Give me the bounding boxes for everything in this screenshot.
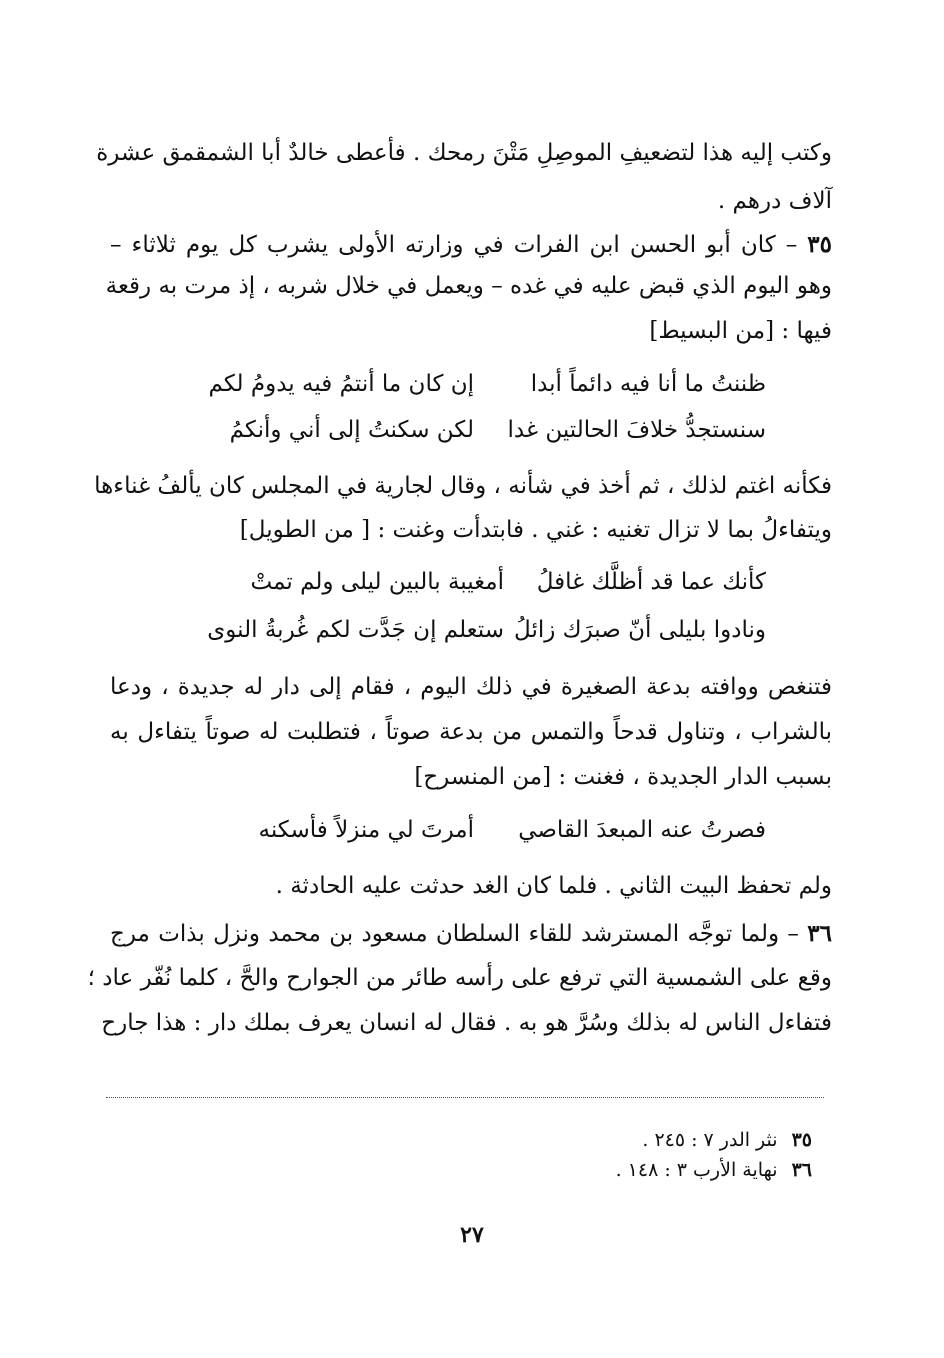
text-line: فتفاءل الناس له بذلك وسُرَّ هو به . فقال له انسان يعرف بملك دار : هذا جارح — [101, 1010, 832, 1036]
footnote-text: نهاية الأرب ٣ : ١٤٨ . — [615, 1159, 778, 1181]
text-line: وقع على الشمسية التي ترفع على رأسه طائر من الجوارح والحَّ ، كلما نُفّر عاد ؛ — [87, 965, 832, 991]
text-line: ولم تحفظ البيت الثاني . فلما كان الغد حدثت عليه الحادثة . — [275, 873, 832, 899]
entry-number: ٣٥ — [807, 231, 833, 258]
entry-text: – كان أبو الحسن ابن الفرات في وزارته الأولى يشرب كل يوم ثلاثاء – — [110, 232, 798, 258]
text-line: بالشراب ، وتناول قدحاً والتمس من بدعة صوتاً ، فتطلبت له صوتاً يتفاءل به — [110, 719, 832, 745]
text-line: وهو اليوم الذي قبض عليه في غده – ويعمل في خلال شربه ، إذ مرت به رقعة — [105, 273, 832, 299]
verse-hemistich: لكن سكنتُ إلى أني وأنكمُ — [229, 417, 474, 443]
verse-hemistich: فصرتُ عنه المبعدَ القاصي — [518, 817, 766, 843]
footnote-text: نثر الدر ٧ : ٢٤٥ . — [642, 1129, 778, 1151]
footnote-number: ٣٥ — [791, 1129, 812, 1151]
entry-36-first-line — [110, 914, 832, 954]
verse-hemistich: أمغيبة بالبين ليلى ولم تمتْ — [250, 569, 504, 595]
text-line: بسبب الدار الجديدة ، فغنت : [من المنسرح] — [414, 764, 832, 790]
entry-text: – ولما توجَّه المسترشد للقاء السلطان مسعود بن محمد ونزل بذات مرج — [110, 921, 799, 947]
entry-number: ٣٦ — [807, 920, 833, 947]
page-number: ٢٧ — [460, 1222, 484, 1248]
text-line: وكتب إليه هذا لتضعيفِ الموصِلِ مَتْنَ رمحك . فأعطى خالدٌ أبا الشمقمق عشرة — [96, 140, 832, 166]
text-line: فيها : [من البسيط] — [649, 318, 832, 344]
verse-hemistich: سنستجدُّ خلافَ الحالتين غدا — [507, 417, 766, 443]
text-line: فتنغص ووافته بدعة الصغيرة في ذلك اليوم ، فقام إلى دار له جديدة ، ودعا — [110, 674, 832, 700]
verse-hemistich: إن كان ما أنتمُ فيه يدومُ لكم — [208, 371, 474, 397]
entry-35-first-line — [110, 225, 832, 265]
verse-hemistich: ظننتُ ما أنا فيه دائماً أبدا — [530, 371, 766, 397]
verse-hemistich: ستعلم إن جَدَّت لكم غُربةُ النوى — [207, 617, 504, 643]
verse-hemistich: كأنك عما قد أظلَّك غافلُ — [536, 569, 766, 595]
footnote — [642, 1125, 812, 1155]
text-line: آلاف درهم . — [717, 188, 832, 214]
footnote-separator — [106, 1097, 824, 1098]
verse-hemistich: أمرتَ لي منزلاً فأسكنه — [258, 817, 474, 843]
footnote-number: ٣٦ — [791, 1159, 812, 1181]
text-line: فكأنه اغتم لذلك ، ثم أخذ في شأنه ، وقال لجارية في المجلس كان يألفُ غناءها — [94, 473, 832, 499]
verse-hemistich: ونادوا بليلى أنّ صبرَك زائلُ — [514, 617, 766, 643]
footnote — [616, 1155, 812, 1185]
text-line: ويتفاءلُ بما لا تزال تغنيه : غني . فابتدأت وغنت : [ من الطويل] — [239, 517, 832, 543]
